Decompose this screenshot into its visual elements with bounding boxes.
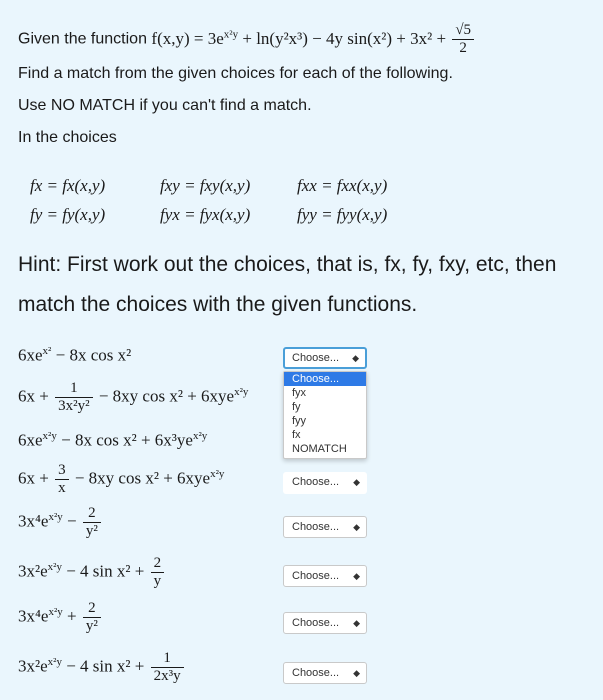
updown-arrow-icon: ◆ — [353, 477, 360, 487]
instruction-choices: In the choices — [18, 129, 117, 146]
match-select-4[interactable]: Choose... ◆ — [283, 472, 367, 494]
updown-arrow-icon: ◆ — [353, 571, 360, 581]
hint-text: Hint: First work out the choices, that is, fx, fy, fxy, etc, then match the choices with the given functions. — [18, 253, 557, 316]
item-expression-6: $3x^2e^{x^2y} - 4$ sin x² + $\frac{2}{y}$ — [18, 555, 166, 590]
choice-fxy: fxy = fxy(x,y) — [160, 176, 251, 195]
dropdown-option[interactable]: fx — [292, 429, 301, 441]
choice-fyx: fyx = fyx(x,y) — [160, 205, 251, 224]
dropdown-option[interactable]: fyy — [292, 415, 307, 427]
item-expression-2: 6x + $\frac{1}{\text{3x²y²}}$ − 8xy cos x² + 6xye$^{x^2y}$ — [18, 380, 249, 414]
match-select-8[interactable]: Choose... ◆ — [283, 662, 367, 684]
updown-arrow-icon: ◆ — [353, 618, 360, 628]
given-function-line: Given the function $f(x,y) = 3e^{x^2y} + \ln(y^2x^3) - 4y$ sin(x²) + 3x² + $\frac{√5}{2}$ — [18, 18, 476, 57]
instruction-find: Find a match from the given choices for each of the following. — [18, 65, 453, 82]
choice-fxx: fxx = fxx(x,y) — [297, 176, 388, 195]
choice-fyy: fyy = fyy(x,y) — [297, 205, 388, 224]
given-function: $f(x,y) = 3e^{x^2y} + \ln(y^2x^3) - 4y$ sin(x²) + 3x² + $\frac{√5}{2}$ — [151, 29, 476, 48]
match-select-1[interactable]: Choose... ◆ — [283, 347, 367, 369]
choice-fy: fy = fy(x,y) — [30, 205, 106, 224]
item-expression-3: $6xe^{x^2y} - 8x$ $\cos x^2 + 6x^3ye^{x^2y}$ — [18, 430, 208, 450]
item-expression-8: $3x^2e^{x^2y} - 4$ sin x² + $\frac{1}{\text{2x³y}}$ — [18, 650, 186, 685]
match-dropdown-list — [283, 371, 367, 459]
dropdown-option[interactable]: Choose... — [284, 372, 366, 386]
choice-fx: fx = fx(x,y) — [30, 176, 106, 195]
item-expression-7: $3x^4e^{x^2y}$ + $\frac{2}{\text{y²}}$ — [18, 600, 103, 635]
dropdown-option[interactable]: NOMATCH — [292, 443, 347, 455]
match-select-6[interactable]: Choose... ◆ — [283, 565, 367, 587]
match-select-7[interactable]: Choose... ◆ — [283, 612, 367, 634]
updown-arrow-icon: ◆ — [352, 353, 359, 363]
updown-arrow-icon: ◆ — [353, 522, 360, 532]
updown-arrow-icon: ◆ — [353, 668, 360, 678]
item-expression-4: 6x + $\frac{3}{x}$ − 8xy cos x² + 6xye$^{x^2y}$ — [18, 462, 225, 496]
item-expression-1: $6xe^{x^2} - 8x$ cos x² — [18, 345, 132, 365]
dropdown-option[interactable]: fyx — [292, 387, 307, 399]
dropdown-option[interactable]: fy — [292, 401, 301, 413]
instruction-use: Use NO MATCH if you can't find a match. — [18, 97, 312, 114]
item-expression-5: $3x^4e^{x^2y}$ − $\frac{2}{\text{y²}}$ — [18, 505, 103, 540]
match-select-5[interactable]: Choose... ◆ — [283, 516, 367, 538]
